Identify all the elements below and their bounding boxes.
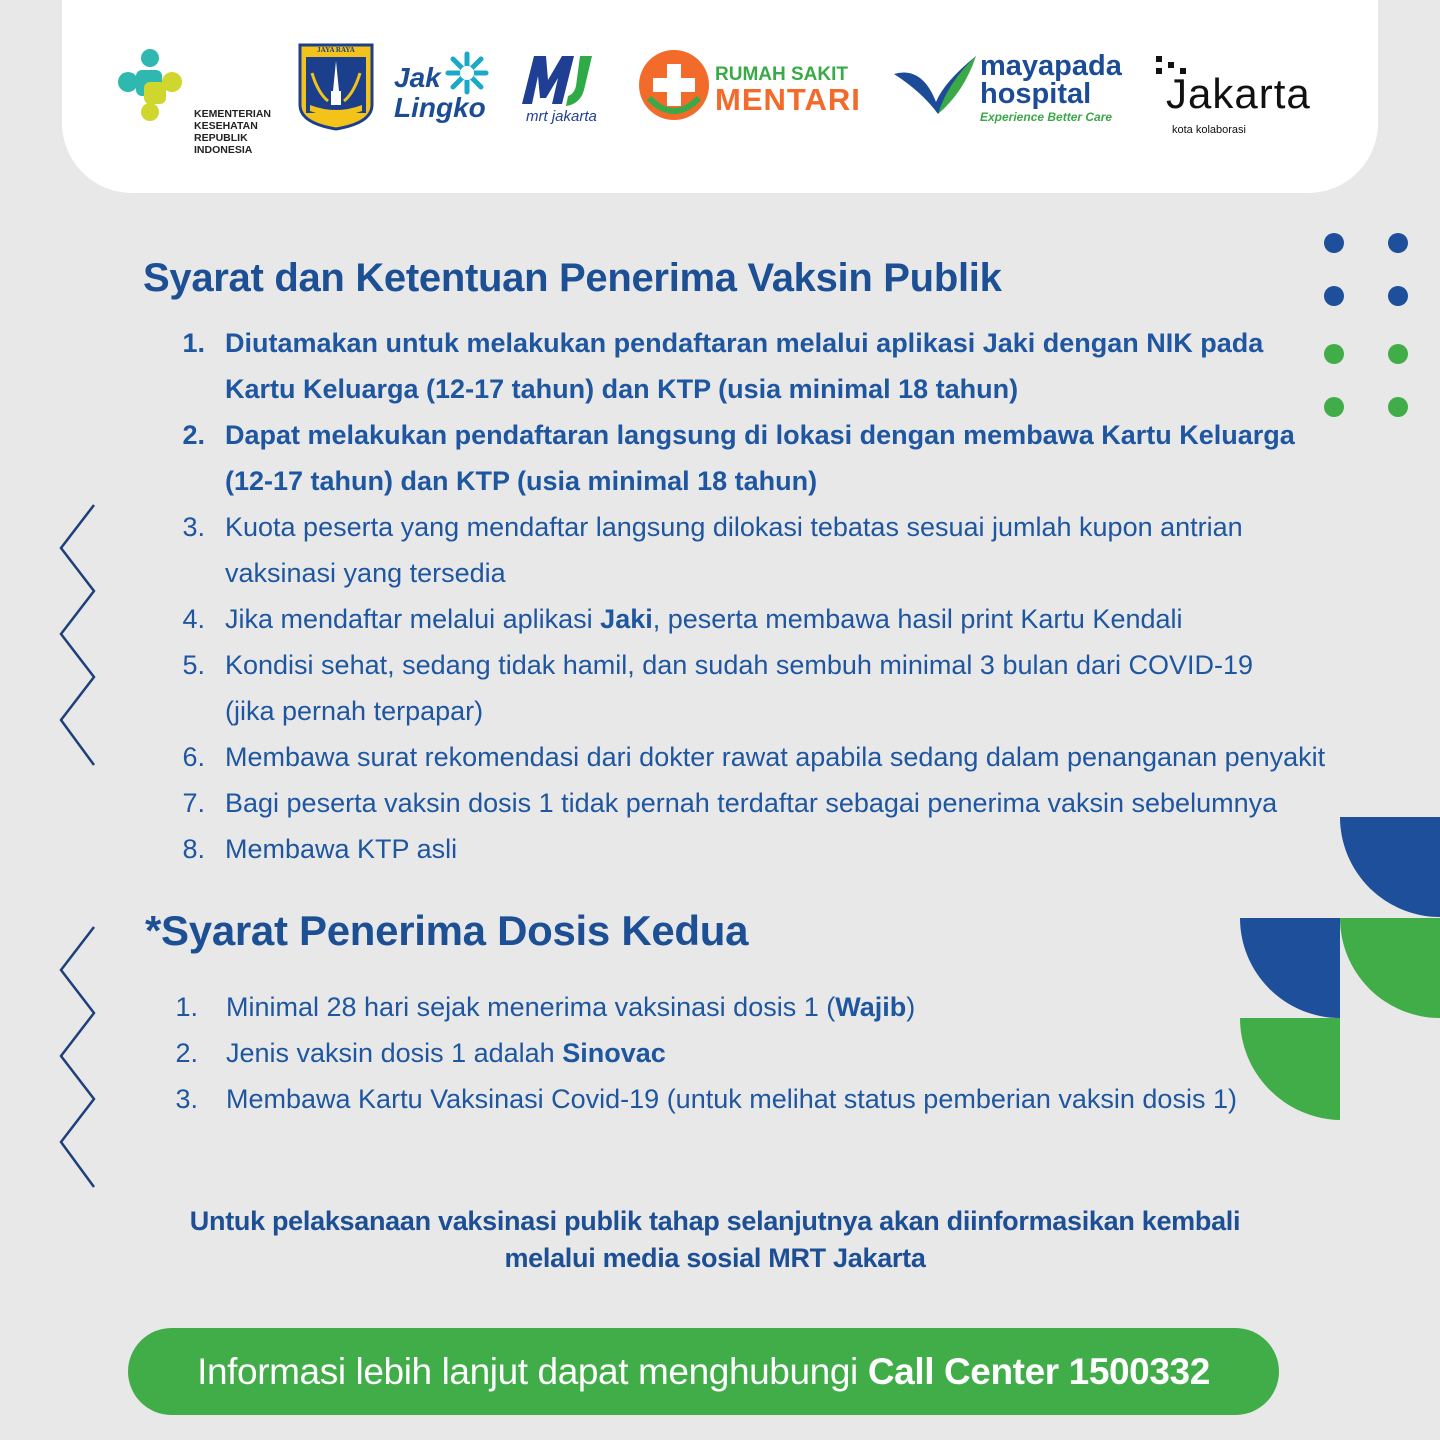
list-item-text: Membawa KTP asli xyxy=(225,834,458,864)
section-title-dosis-kedua: *Syarat Penerima Dosis Kedua xyxy=(145,907,749,954)
list-item-text: (jika pernah terpapar) xyxy=(225,696,484,726)
list-number: 8. xyxy=(182,834,205,864)
rs-mentari-logo xyxy=(637,48,877,124)
list-item-text: Dapat melakukan pendaftaran langsung di lokasi dengan membawa Kartu Keluarga xyxy=(225,420,1295,450)
mrt-caption: mrt jakarta xyxy=(526,108,597,125)
note-line1: Untuk pelaksanaan vaksinasi publik tahap selanjutnya akan diinformasikan kembali xyxy=(189,1206,1241,1236)
jakarta-kota-kolaborasi-logo xyxy=(1156,54,1356,140)
section-title-syarat-ketentuan: Syarat dan Ketentuan Penerima Vaksin Publik xyxy=(143,256,1002,300)
requirements-list xyxy=(0,320,1326,872)
list-number: 6. xyxy=(182,742,205,772)
list-number: 3. xyxy=(175,1084,198,1114)
jaklingko-star-icon xyxy=(444,50,490,96)
jakarta-tagline: kota kolaborasi xyxy=(1172,124,1246,136)
list-item-text-pre: Jika mendaftar melalui aplikasi xyxy=(225,604,601,634)
dki-jakarta-emblem xyxy=(298,43,374,131)
list-item-text: Kartu Keluarga (12-17 tahun) dan KTP (usia minimal 18 tahun) xyxy=(225,374,1019,404)
list-item xyxy=(0,504,1320,596)
list-item-text xyxy=(226,1030,1320,1076)
list-item-text: vaksinasi yang tersedia xyxy=(225,558,506,588)
list-number: 2. xyxy=(182,420,205,450)
mentari-cross-icon xyxy=(637,48,711,122)
list-item xyxy=(0,984,1320,1030)
list-item-text xyxy=(226,984,1320,1030)
mayapada-line2: hospital xyxy=(980,78,1092,110)
jakarta-wordmark: Jakarta xyxy=(1166,70,1311,117)
kemenkes-logo xyxy=(114,48,284,156)
list-item-text-pre: Membawa Kartu Vaksinasi Covid-19 (untuk melihat status pemberian vaksin dosis 1) xyxy=(226,1084,1237,1114)
list-number: 2. xyxy=(175,1038,198,1068)
list-item xyxy=(0,1030,1320,1076)
mayapada-leaf-icon xyxy=(892,52,978,116)
list-item-text: Membawa surat rekomendasi dari dokter rawat apabila sedang dalam penanganan penyakit xyxy=(225,742,1326,772)
list-number: 7. xyxy=(182,788,205,818)
call-center-number: Call Center 1500332 xyxy=(867,1350,1210,1392)
mayapada-tagline: Experience Better Care xyxy=(980,110,1113,124)
jaklingko-logo xyxy=(392,48,497,130)
list-number: 5. xyxy=(182,650,205,680)
list-number: 1. xyxy=(175,992,198,1022)
jaklingko-line2: Lingko xyxy=(394,92,486,123)
mrt-icon xyxy=(518,50,608,108)
second-dose-list xyxy=(0,984,1320,1122)
list-item-text-pre: Jenis vaksin dosis 1 adalah xyxy=(226,1038,563,1068)
mayapada-line1: mayapada xyxy=(980,50,1122,82)
list-item-text: Kondisi sehat, sedang tidak hamil, dan sudah sembuh minimal 3 bulan dari COVID-19 xyxy=(225,650,1254,680)
list-number: 3. xyxy=(182,512,205,542)
list-item-text: (12-17 tahun) dan KTP (usia minimal 18 tahun) xyxy=(225,466,818,496)
jaklingko-line1: Jak xyxy=(394,62,441,93)
list-number: 1. xyxy=(182,328,205,358)
mayapada-hospital-logo xyxy=(892,48,1142,128)
note-line2: melalui media sosial MRT Jakarta xyxy=(504,1243,926,1273)
list-item xyxy=(0,826,1320,872)
kemenkes-icon xyxy=(114,48,186,124)
list-item xyxy=(0,1076,1320,1122)
list-item-text: Bagi peserta vaksin dosis 1 tidak pernah terdaftar sebagai penerima vaksin sebelumnya xyxy=(225,788,1278,818)
list-item xyxy=(0,780,1320,826)
list-item-text: Kuota peserta yang mendaftar langsung dilokasi tebatas sesuai jumlah kupon antrian xyxy=(225,512,1243,542)
next-phase-note xyxy=(150,1203,1280,1277)
call-center-banner xyxy=(128,1328,1279,1415)
cta-text: Informasi lebih lanjut dapat menghubungi xyxy=(197,1350,858,1392)
dki-motto: JAYA RAYA xyxy=(317,46,355,54)
list-item xyxy=(0,320,1320,412)
kemenkes-name: KEMENTERIAN KESEHATAN REPUBLIK INDONESIA xyxy=(194,108,272,156)
mentari-line2: MENTARI xyxy=(715,82,861,117)
list-item-emphasis: Wajib xyxy=(835,992,907,1022)
list-item xyxy=(0,596,1320,642)
list-item-emphasis: Sinovac xyxy=(562,1038,666,1068)
list-item xyxy=(0,642,1320,734)
list-number: 4. xyxy=(182,604,205,634)
mrt-jakarta-logo xyxy=(518,50,610,132)
dot-grid-decoration xyxy=(1318,228,1418,428)
list-item-text: Diutamakan untuk melakukan pendaftaran melalui aplikasi Jaki dengan NIK pada xyxy=(225,328,1264,358)
list-item-emphasis: Jaki xyxy=(600,604,653,634)
list-item xyxy=(0,734,1326,780)
mentari-line1: RUMAH SAKIT xyxy=(715,64,848,85)
list-item-text-post: ) xyxy=(906,992,916,1022)
logo-header xyxy=(62,0,1378,193)
list-item xyxy=(0,412,1320,504)
list-item-text-pre: Minimal 28 hari sejak menerima vaksinasi dosis 1 ( xyxy=(226,992,836,1022)
list-item-text-post: , peserta membawa hasil print Kartu Kendali xyxy=(652,604,1183,634)
list-item-text xyxy=(225,596,1320,642)
list-item-text xyxy=(226,1076,1320,1122)
